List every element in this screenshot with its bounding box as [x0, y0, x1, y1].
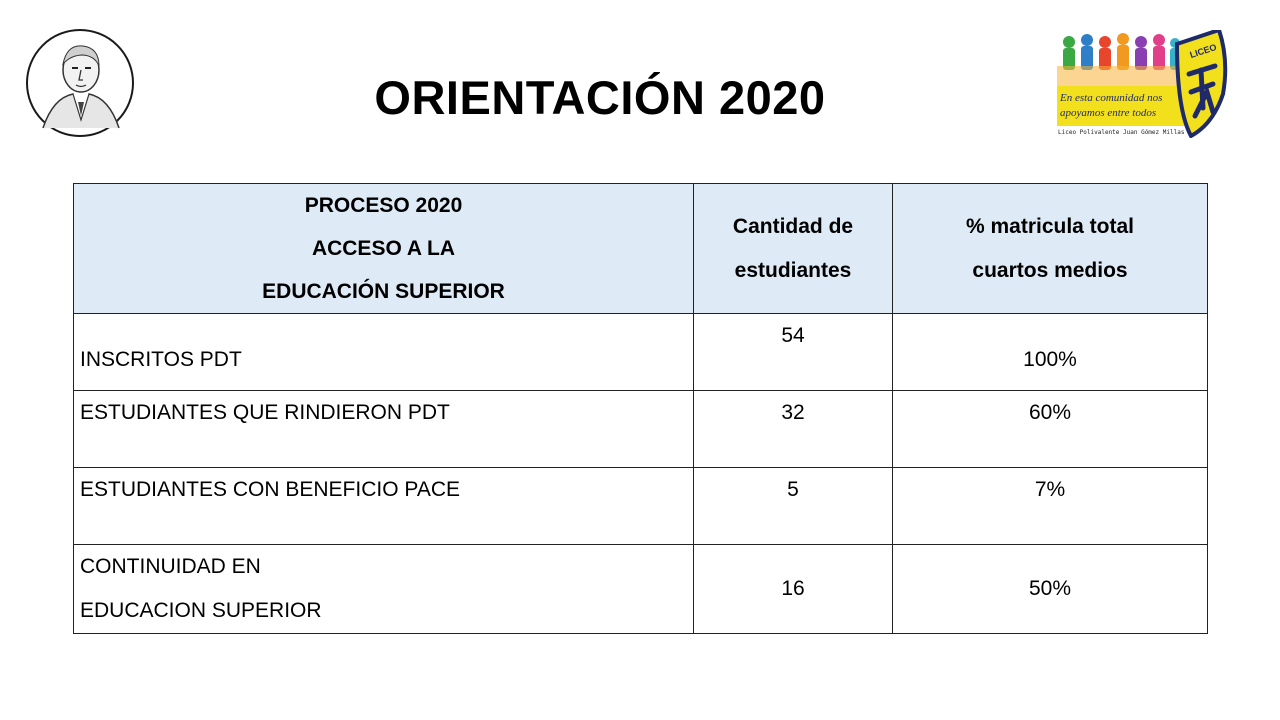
logo-motto-line2: apoyamos entre todos: [1060, 107, 1157, 119]
row-label: ESTUDIANTES CON BENEFICIO PACE: [74, 468, 694, 545]
header-proceso: [74, 184, 694, 314]
row-label: [74, 545, 694, 634]
header-proceso-line2: ACCESO A LA: [311, 237, 456, 260]
table-row: [74, 545, 1208, 634]
row-cantidad: 5: [694, 468, 893, 545]
header-porcentaje-line2: cuartos medios: [972, 258, 1128, 282]
page-title: ORIENTACIÓN 2020: [374, 71, 826, 124]
row-label: ESTUDIANTES QUE RINDIERON PDT: [74, 391, 694, 468]
logo-school-name: Liceo Polivalente Juan Gómez Millas: [1058, 129, 1185, 136]
table-row: [74, 314, 1208, 391]
row-cantidad: 54: [694, 314, 893, 391]
table-row: [74, 391, 1208, 468]
header-cantidad-line1: Cantidad de: [732, 214, 854, 238]
row-cantidad: 32: [694, 391, 893, 468]
row-label-line1: CONTINUIDAD EN: [80, 555, 261, 578]
row-porcentaje: 7%: [893, 468, 1208, 545]
header-porcentaje: [893, 184, 1208, 314]
logo-shield-label: LICEO: [1188, 41, 1218, 60]
row-label: INSCRITOS PDT: [74, 314, 694, 391]
row-porcentaje: 60%: [893, 391, 1208, 468]
portrait-emblem: [25, 28, 135, 138]
table-row: [74, 468, 1208, 545]
school-logo: [1057, 30, 1229, 138]
row-cantidad: 16: [694, 545, 893, 634]
header-cantidad: [694, 184, 893, 314]
header-proceso-line1: PROCESO 2020: [304, 194, 463, 217]
header-proceso-line3: EDUCACIÓN SUPERIOR: [262, 280, 505, 303]
header-cantidad-line2: estudiantes: [734, 258, 852, 282]
row-porcentaje: 100%: [893, 314, 1208, 391]
access-table: [73, 183, 1208, 634]
logo-motto-line1: En esta comunidad nos: [1060, 92, 1163, 104]
header-porcentaje-line1: % matricula total: [965, 214, 1135, 238]
row-porcentaje: 50%: [893, 545, 1208, 634]
table-header-row: [74, 184, 1208, 314]
row-label-line2: EDUCACION SUPERIOR: [80, 599, 322, 622]
